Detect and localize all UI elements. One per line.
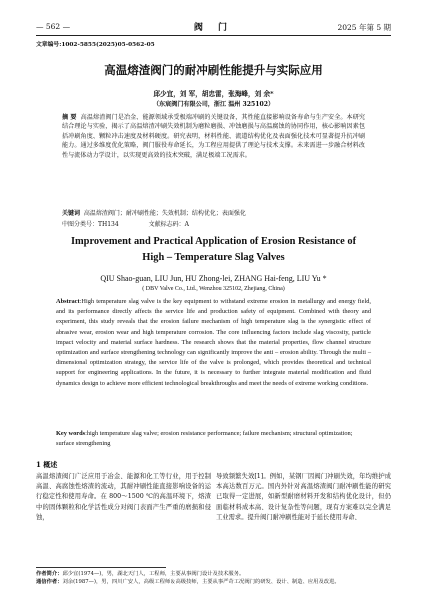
- body-left-text: 高温熔渣阀门广泛应用于冶金、能源和化工等行业，用于控制高温、高腐蚀性熔渣的流动，其耐冲刷性能直接影响设备的运行稳定性和使用寿命。在 800～1500 ℃的高温环境下，熔渣中的固体颗粒和化学活性成分对阀门表面产生严重的磨损和侵蚀，: [36, 473, 211, 521]
- issue-number: 2025 年第 5 期: [337, 23, 391, 32]
- english-title-line2: High – Temperature Slag Valves: [142, 252, 285, 263]
- document-code: 文献标志码：A: [148, 221, 189, 228]
- author-footnote-text: 邱少宜(1974—)，男，湖北天门人，工程师，主要从事阀门设计及技术服务。: [62, 571, 245, 577]
- header-rule: [36, 35, 391, 36]
- english-keywords-label: Key words: [56, 430, 86, 437]
- english-keywords: Key words:high temperature slag valve; erosion resistance performance; failure mechanism; structural optimization; surface strengthening: [56, 430, 353, 448]
- english-title-line1: Improvement and Practical Application of Erosion Resistance of: [70, 236, 357, 247]
- classification-line: [62, 219, 365, 228]
- author-footnote: [36, 571, 391, 578]
- article-number: 文章编号:1002-5855(2025)05-0562-05: [36, 42, 155, 48]
- footnote-rule: [36, 567, 166, 568]
- section-heading: 1 概述: [36, 460, 58, 469]
- running-header: [36, 20, 391, 34]
- journal-name: 阀 门: [193, 23, 234, 33]
- english-authors: QIU Shao-guan, LIU Jun, HU Zhong-lei, ZHANG Hai-feng, LIU Yu *: [100, 274, 327, 283]
- english-keywords-text: high temperature slag valve; erosion resistance performance; failure mechanism; structural optimization; surface strengthening: [56, 430, 353, 448]
- english-affiliation: ( DBV Valve Co., Ltd., Wenzhou 325102, Zhejiang, China): [142, 286, 285, 292]
- chinese-abstract-text: 高温熔渣阀门是冶金、能源领域承受极端冲刷的关键设备，其性能直接影响设备寿命与生产安全。本研究结合理论与实验，揭示了高温熔渣冲刷失效机制为磨粒磨损、冲蚀磨损与高温腐蚀的协同作用，核心影响因素包括冲刷角度、颗粒冲击速度及材料硬度。研究表明，材料性能、流道结构优化及表面强化技术可显著提升抗冲刷能力。通过多维度优化策略，阀门服役寿命延长，为工程应用提供了理论与技术支撑。未来需进一步融合材料改性与流体动力学设计，以实现更高效的技术突破，满足极端工况需求。: [62, 114, 366, 159]
- author-footnote-label: 作者简介：: [36, 571, 63, 577]
- page-number: — 562 —: [36, 22, 71, 31]
- corresponding-footnote-label: 通信作者：: [36, 579, 63, 585]
- clc-number: 中图分类号：TH134: [62, 221, 119, 228]
- english-abstract-text: High temperature slag valve is the key equipment to withstand extreme erosion in metallurgy and energy field, and its performance directly affects the service life and production safety of equipment. Combined with theory and experiment, this study reveals that the erosion failure mechanism of high temperature slag is the synergistic effect of abrasive wear, erosion wear and high temperature corrosion. The core influencing factors include slag viscosity, particle impact velocity and material surface hardness. The research shows that the material properties, flow channel structure optimization and surface strengthening technology can significantly improve the anti – erosion ability. Through the multi – dimensional optimization strategy, the service life of the valve is prolonged, which provides theoretical and technical support for engineering applications. In the future, it is necessary to further integrate material modification and fluid dynamics design to achieve more efficient technological breakthroughs and meet the needs of extreme working conditions.: [56, 298, 371, 387]
- chinese-affiliation: （东宸阀门有限公司，浙江 温州 325102）: [152, 101, 275, 108]
- chinese-keywords-text: 高温熔渣阀门；耐冲刷性能；失效机制；结构优化；表面强化: [83, 210, 246, 217]
- corresponding-footnote-text: 刘余(1987—)，男，四川广安人，高级工程师＆高级技师，主要从事严苛工况阀门的研发、设计、制造、应用及改进。: [62, 579, 340, 585]
- english-title: [36, 234, 391, 266]
- chinese-authors: 邱少宜，刘 军，胡忠雷，张海峰，刘 余*: [153, 90, 274, 98]
- body-column-left: [36, 472, 211, 523]
- chinese-keywords: [62, 209, 365, 218]
- corresponding-footnote: [36, 579, 391, 586]
- chinese-abstract-label: 摘 要: [62, 114, 77, 121]
- body-column-right: [216, 472, 391, 523]
- english-abstract-label: Abstract: [56, 298, 80, 305]
- chinese-keywords-label: 关键词: [62, 210, 81, 217]
- chinese-title: 高温熔渣阀门的耐冲刷性能提升与实际应用: [104, 63, 323, 77]
- english-abstract: Abstract:High temperature slag valve is the key equipment to withstand extreme erosion in metallurgy and energy field, and its performance directly affects the service life and production safety of equipment. Combined with theory and experiment, this study reveals that the erosion failure mechanism of high temperature slag is the synergistic effect of abrasive wear, erosion wear and high temperature corrosion. The core influencing factors include slag viscosity, particle impact velocity and material surface hardness. The research shows that the material properties, flow channel structure optimization and surface strengthening technology can significantly improve the anti – erosion ability. Through the multi – dimensional optimization strategy, the service life of the valve is prolonged, which provides theoretical and technical support for engineering applications. In the future, it is necessary to further integrate material modification and fluid dynamics design to achieve more efficient technological breakthroughs and meet the needs of extreme working conditions.: [56, 298, 371, 387]
- body-right-text: 导致频繁失效[1]。例如，某钢厂因阀门冲刷失效，年均维护成本高达数百万元。国内外针对高温熔渣阀门耐冲刷性能的研究已取得一定进展，如新型耐磨材料开发和结构优化设计，但仍面临材料成本高、设计复杂性等问题，现有方案难以完全满足工业需求。提升阀门耐冲刷性能对于延长使用寿命、: [216, 473, 391, 521]
- chinese-abstract: [62, 113, 365, 160]
